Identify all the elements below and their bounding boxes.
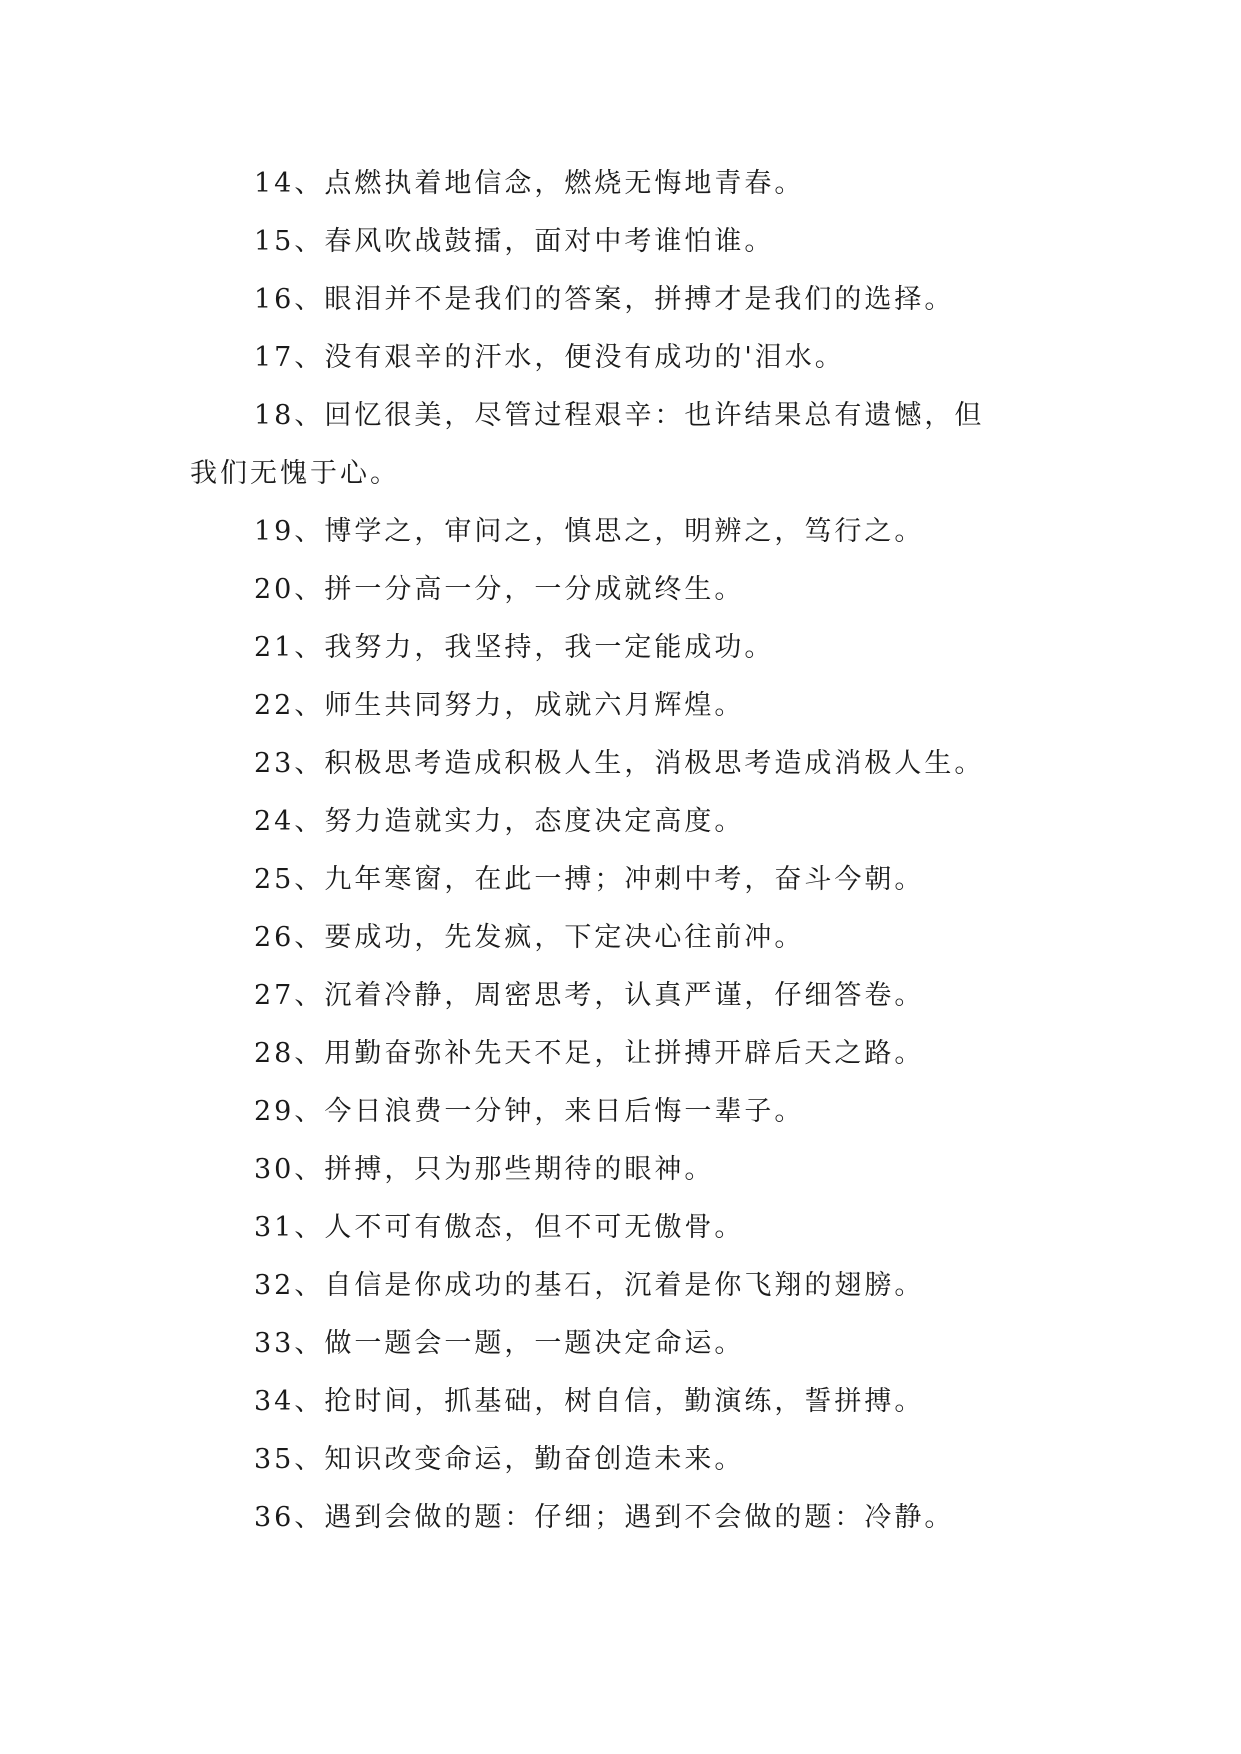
paragraph-line: 27、沉着冷静，周密思考，认真严谨，仔细答卷。 bbox=[254, 980, 925, 1011]
paragraph-line: 15、春风吹战鼓擂，面对中考谁怕谁。 bbox=[254, 226, 775, 257]
paragraph-line: 14、点燃执着地信念，燃烧无悔地青春。 bbox=[254, 168, 805, 199]
paragraph-line: 33、做一题会一题，一题决定命运。 bbox=[254, 1328, 745, 1359]
paragraph-line: 29、今日浪费一分钟，来日后悔一辈子。 bbox=[254, 1096, 805, 1127]
paragraph-continuation: 我们无愧于心。 bbox=[190, 458, 400, 489]
paragraph-line: 23、积极思考造成积极人生，消极思考造成消极人生。 bbox=[254, 748, 985, 779]
paragraph-line: 28、用勤奋弥补先天不足，让拼搏开辟后天之路。 bbox=[254, 1038, 925, 1069]
paragraph-line: 20、拼一分高一分，一分成就终生。 bbox=[254, 574, 745, 605]
paragraph-line: 30、拼搏，只为那些期待的眼神。 bbox=[254, 1154, 715, 1185]
paragraph-line: 36、遇到会做的题：仔细；遇到不会做的题：冷静。 bbox=[254, 1502, 955, 1533]
paragraph-line: 34、抢时间，抓基础，树自信，勤演练，誓拼搏。 bbox=[254, 1386, 925, 1417]
paragraph-line: 16、眼泪并不是我们的答案，拼搏才是我们的选择。 bbox=[254, 284, 955, 315]
paragraph-line: 19、博学之，审问之，慎思之，明辨之，笃行之。 bbox=[254, 516, 925, 547]
paragraph-line: 26、要成功，先发疯，下定决心往前冲。 bbox=[254, 922, 805, 953]
paragraph-line: 25、九年寒窗，在此一搏；冲刺中考，奋斗今朝。 bbox=[254, 864, 925, 895]
paragraph-line: 32、自信是你成功的基石，沉着是你飞翔的翅膀。 bbox=[254, 1270, 925, 1301]
paragraph-line: 17、没有艰辛的汗水，便没有成功的'泪水。 bbox=[254, 342, 845, 373]
document-body bbox=[190, 155, 1070, 1547]
paragraph-line: 18、回忆很美，尽管过程艰辛：也许结果总有遗憾，但 bbox=[254, 400, 985, 431]
paragraph-line: 35、知识改变命运，勤奋创造未来。 bbox=[254, 1444, 745, 1475]
paragraph-line: 31、人不可有傲态，但不可无傲骨。 bbox=[254, 1212, 745, 1243]
paragraph-line: 21、我努力，我坚持，我一定能成功。 bbox=[254, 632, 775, 663]
paragraph-line: 22、师生共同努力，成就六月辉煌。 bbox=[254, 690, 745, 721]
paragraph-line: 24、努力造就实力，态度决定高度。 bbox=[254, 806, 745, 837]
